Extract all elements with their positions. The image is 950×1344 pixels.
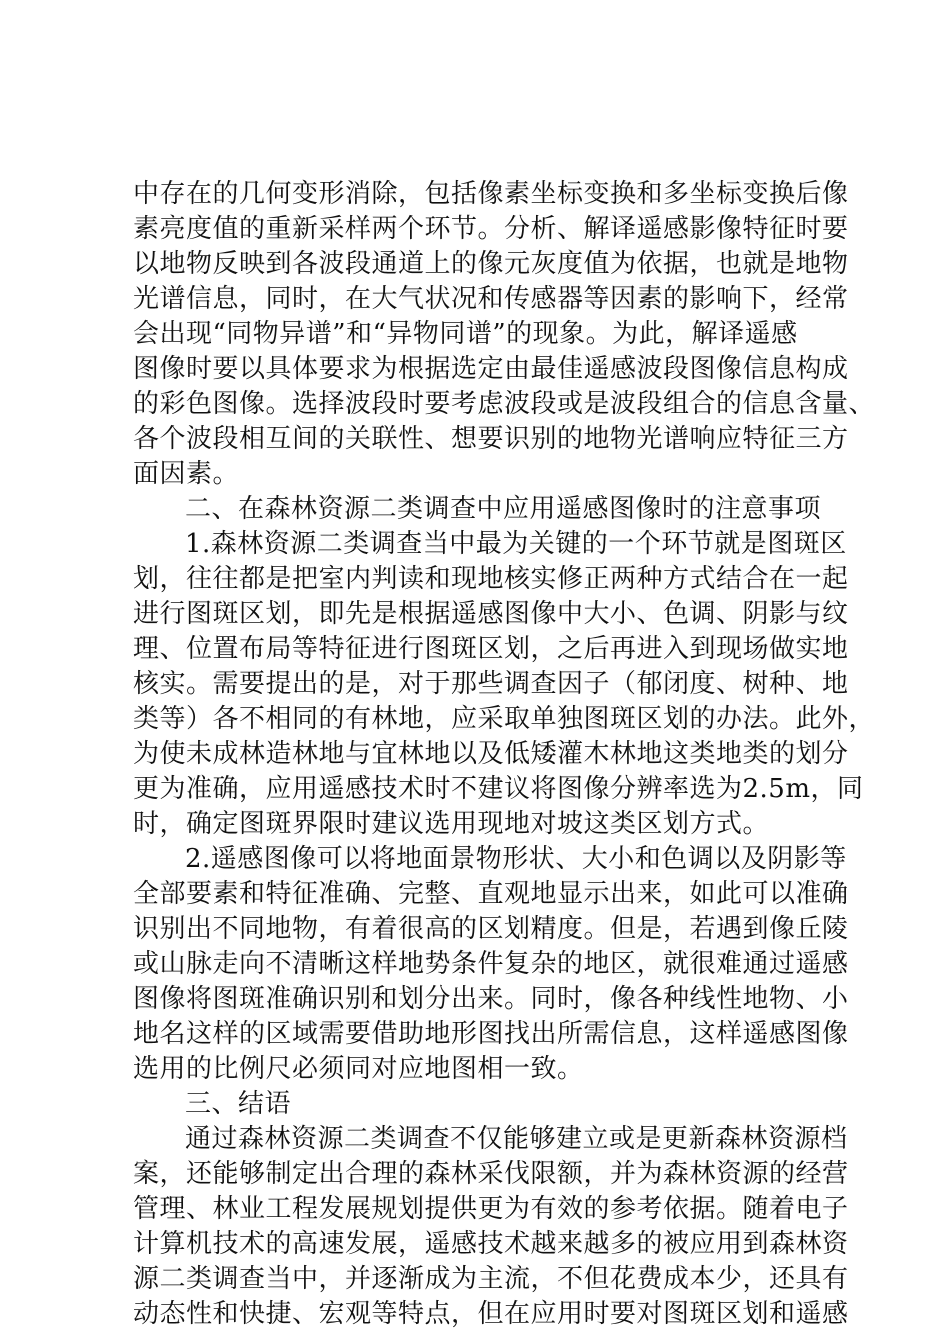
body-text-line: 通过森林资源二类调查不仅能够建立或是更新森林资源档: [185, 1124, 848, 1154]
body-text-line: 案，还能够制定出合理的森林采伐限额，并为森林资源的经营: [133, 1159, 849, 1189]
section-heading: 二、在森林资源二类调查中应用遥感图像时的注意事项: [185, 494, 822, 524]
body-text-line: 以地物反映到各波段通道上的像元灰度值为依据，也就是地物: [133, 249, 849, 279]
body-text-line: 中存在的几何变形消除，包括像素坐标变换和多坐标变换后像: [133, 179, 849, 209]
body-text-line: 1.森林资源二类调查当中最为关键的一个环节就是图斑区: [185, 529, 847, 559]
body-text-line: 2.遥感图像可以将地面景物形状、大小和色调以及阴影等: [185, 844, 847, 874]
body-text-line: 划，往往都是把室内判读和现地核实修正两种方式结合在一起: [133, 564, 849, 594]
body-text-line: 会出现“同物异谱”和“异物同谱”的现象。为此，解译遥感: [133, 319, 798, 349]
body-text-line: 素亮度值的重新采样两个环节。分析、解译遥感影像特征时要: [133, 214, 849, 244]
body-text-line: 核实。需要提出的是，对于那些调查因子（郁闭度、树种、地: [133, 669, 849, 699]
body-text-line: 计算机技术的高速发展，遥感技术越来越多的被应用到森林资: [133, 1229, 849, 1259]
body-text-line: 面因素。: [133, 459, 240, 489]
section-heading: 三、结语: [185, 1089, 292, 1119]
body-text-line: 进行图斑区划，即先是根据遥感图像中大小、色调、阴影与纹: [133, 599, 849, 629]
body-text-line: 光谱信息，同时，在大气状况和传感器等因素的影响下，经常: [133, 284, 849, 314]
body-text-line: 理、位置布局等特征进行图斑区划，之后再进入到现场做实地: [133, 634, 849, 664]
body-text-line: 或山脉走向不清晰这样地势条件复杂的地区，就很难通过遥感: [133, 949, 849, 979]
body-text-line: 全部要素和特征准确、完整、直观地显示出来，如此可以准确: [133, 879, 849, 909]
body-text-line: 更为准确，应用遥感技术时不建议将图像分辨率选为2.5m，同: [133, 774, 864, 804]
body-text-line: 管理、林业工程发展规划提供更为有效的参考依据。随着电子: [133, 1194, 849, 1224]
body-text-line: 类等）各不相同的有林地，应采取单独图斑区划的办法。此外，: [133, 704, 876, 734]
body-text-line: 识别出不同地物，有着很高的区划精度。但是，若遇到像丘陵: [133, 914, 849, 944]
body-text-line: 地名这样的区域需要借助地形图找出所需信息，这样遥感图像: [133, 1019, 849, 1049]
body-text-line: 各个波段相互间的关联性、想要识别的地物光谱响应特征三方: [133, 424, 849, 454]
body-text-line: 源二类调查当中，并逐渐成为主流，不但花费成本少，还具有: [133, 1264, 849, 1294]
body-text-line: 时，确定图斑界限时建议选用现地对坡这类区划方式。: [133, 809, 770, 839]
body-text-line: 为使未成林造林地与宜林地以及低矮灌木林地这类地类的划分: [133, 739, 849, 769]
body-text-line: 的彩色图像。选择波段时要考虑波段或是波段组合的信息含量、: [133, 389, 876, 419]
body-text-line: 选用的比例尺必须同对应地图相一致。: [133, 1054, 584, 1084]
body-text-line: 图像时要以具体要求为根据选定由最佳遥感波段图像信息构成: [133, 354, 849, 384]
body-text-line: 图像将图斑准确识别和划分出来。同时，像各种线性地物、小: [133, 984, 849, 1014]
body-text-line: 动态性和快捷、宏观等特点，但在应用时要对图斑区划和遥感: [133, 1299, 849, 1329]
